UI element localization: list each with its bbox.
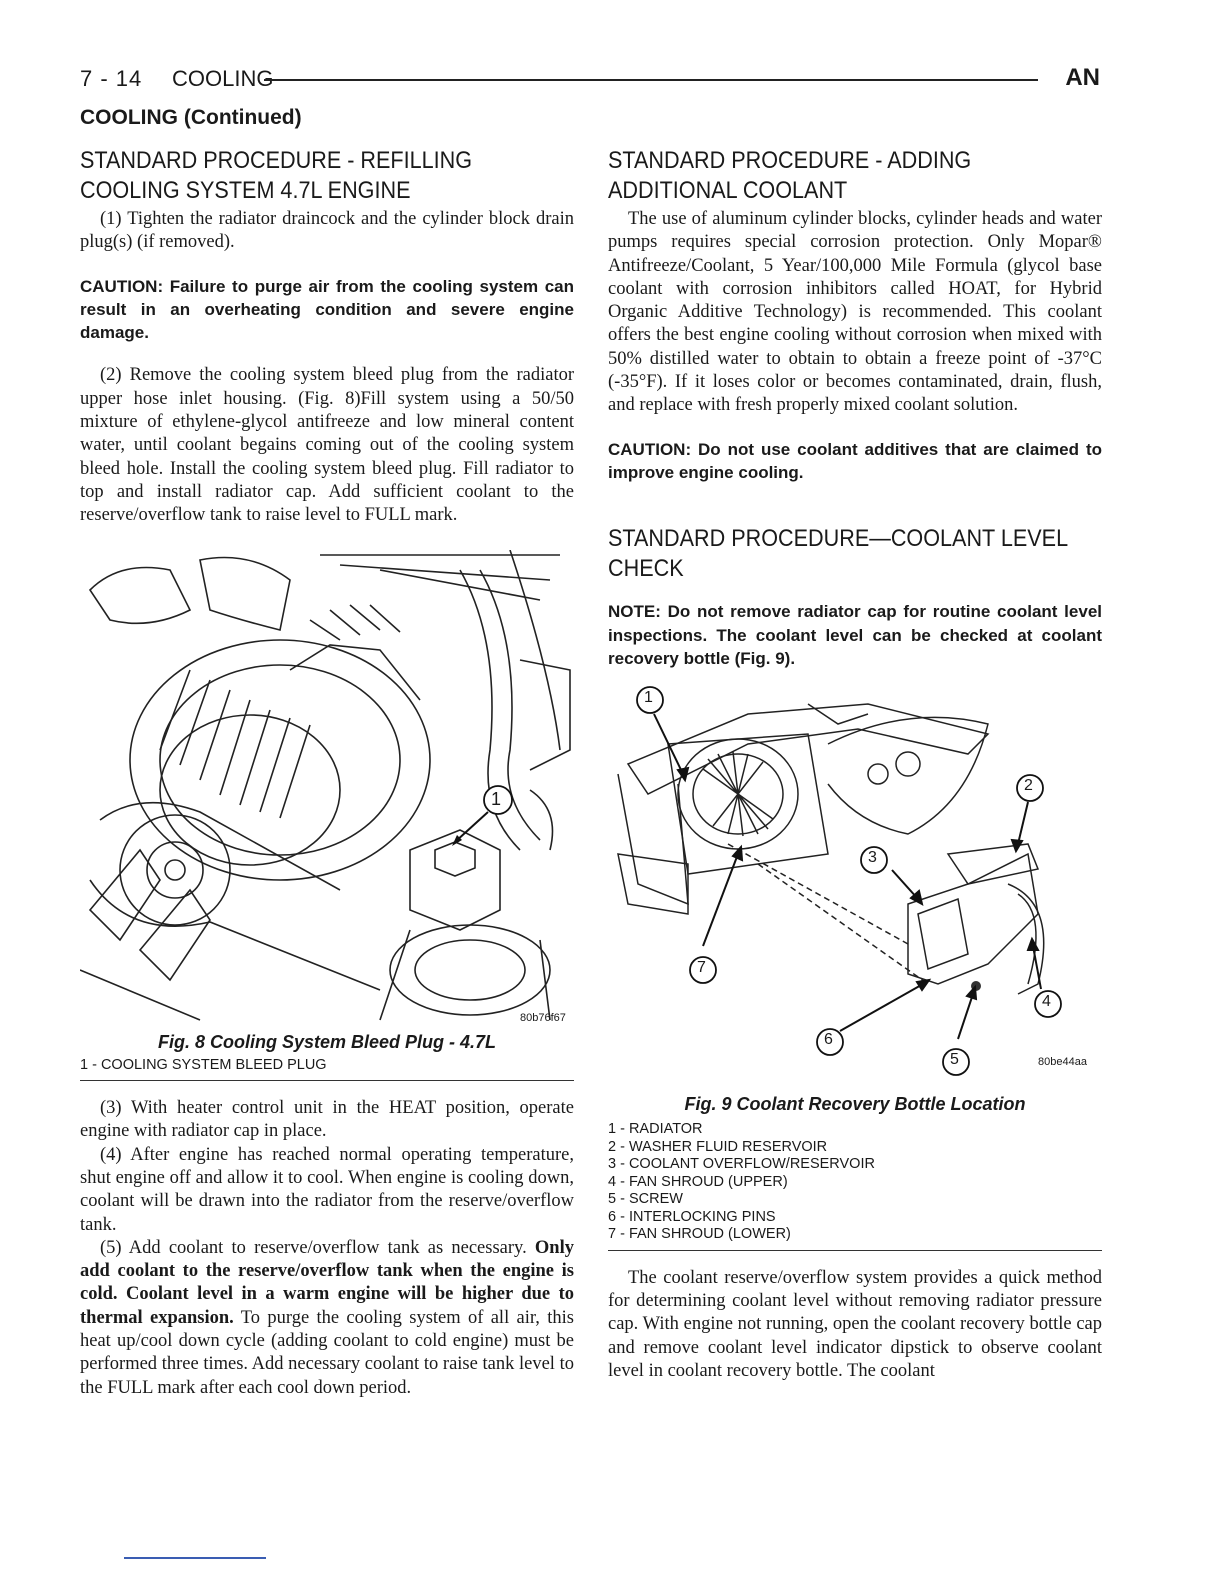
caution-additives: CAUTION: Do not use coolant additives that are claimed to improve engine cooling. [608,439,1102,482]
left-column [80,146,574,1400]
fig9-callout-1: 1 [644,689,653,707]
note-radiator-cap: NOTE: Do not remove radiator cap for routine coolant level inspections. The coolant level can be checked at coolant recovery bottle (Fig. 9). [608,602,1102,668]
fig9-callout-3: 3 [868,849,877,867]
step-5-end: To purge the cooling system of all air, this heat up/cool down cycle (adding coolant to cold engine) must be performed three times. Add necessary coolant to raise tank level to the FULL mark after each cool down period. [80,1307,574,1398]
caution-purge-air: CAUTION: Failure to purge air from the cooling system can result in an overheating condition and severe engine damage. [80,276,574,343]
step-3: (3) With heater control unit in the HEAT position, operate engine with radiator cap in place. [80,1098,574,1142]
fig9-callout-6: 6 [824,1031,833,1049]
fig8-rule [80,1080,574,1081]
fig9-legend-item: 4 - FAN SHROUD (UPPER) [608,1173,788,1190]
section-title-adding-coolant: STANDARD PROCEDURE - ADDING ADDITIONAL COOLANT [608,147,972,204]
fig9-rule [608,1250,1102,1251]
fig8-code: 80b76f67 [520,1011,566,1024]
fig9-code: 80be44aa [1038,1056,1087,1069]
figure-8 [80,550,574,1030]
fig9-legend-item: 6 - INTERLOCKING PINS [608,1208,776,1225]
fig9-legend-item: 2 - WASHER FLUID RESERVOIR [608,1138,828,1155]
radiator-illustration [608,684,1102,1082]
fig9-callout-2: 2 [1024,777,1033,795]
continued-title: COOLING (Continued) [80,106,302,129]
fig9-caption: Fig. 9 Coolant Recovery Bottle Location [684,1094,1026,1115]
fig9-callout-7: 7 [697,959,706,977]
header-model-code: AN [1065,64,1100,91]
page-number: 7 - 14 [80,66,143,91]
header-section-title: COOLING [172,66,274,91]
fig9-legend-item: 7 - FAN SHROUD (LOWER) [608,1226,791,1243]
closing-paragraph: The coolant reserve/overflow system provides a quick method for determining coolant level without removing radiator pressure cap. With engine not running, open the coolant recovery bottle cap and remove coolant level indicator dipstick to observe coolant level in coolant recovery bottle. The coolant [608,1267,1102,1381]
fig9-legend [608,1121,1102,1244]
fig9-callout-4: 4 [1042,993,1051,1011]
fig9-callout-5: 5 [950,1051,959,1069]
fig8-caption: Fig. 8 Cooling System Bleed Plug - 4.7L [157,1031,497,1052]
step-1: (1) Tighten the radiator draincock and the cylinder block drain plug(s) (if removed). [80,209,574,253]
step-5-bold: Only add coolant to the reserve/overflow tank when the engine is cold. Coolant level in a warm engine will be higher due to thermal expansion. [80,1237,574,1328]
fig8-callout-1: 1 [491,788,502,809]
bottom-mark [124,1557,266,1559]
right-column [608,146,1102,1383]
fig9-legend-item: 1 - RADIATOR [608,1121,703,1138]
fig8-legend [80,1057,574,1075]
header-rule [264,79,1038,81]
fig8-legend-item: 1 - COOLING SYSTEM BLEED PLUG [80,1056,327,1073]
section-title-level-check: STANDARD PROCEDURE—COOLANT LEVEL CHECK [608,525,1068,583]
fig9-legend-item: 5 - SCREW [608,1191,683,1208]
step-5-start: (5) Add coolant to reserve/overflow tank as necessary. [100,1237,527,1258]
figure-9 [608,684,1102,1082]
step-4: (4) After engine has reached normal operating temperature, shut engine off and allow it to cool. When engine is cooling down, coolant will be drawn into the radiator from the reserve/overflow tank. [80,1144,574,1235]
section-title-refilling: STANDARD PROCEDURE - REFILLING COOLING SYSTEM 4.7L ENGINE [80,147,473,204]
step-5 [80,1237,574,1400]
adding-coolant-body: The use of aluminum cylinder blocks, cylinder heads and water pumps requires special corrosion protection. Only Mopar® Antifreeze/Coolant, 5 Year/100,000 Mile Formula (glycol base coolant with corrosion inhibitors called HOAT, for Hybrid Organic Additive Technology) is recommended. This coolant offers the best engine cooling without corrosion when mixed with 50% distilled water to obtain to obtain a freeze point of -37°C (-35°F). If it loses color or becomes contaminated, drain, flush, and replace with fresh properly mixed coolant solution. [608,209,1102,416]
page-header [80,64,1100,96]
fig9-legend-item: 3 - COOLANT OVERFLOW/RESERVOIR [608,1156,875,1173]
step-2: (2) Remove the cooling system bleed plug from the radiator upper hose inlet housing. (Fig. 8)Fill system using a 50/50 mixture of ethylene-glycol antifreeze and low mineral content water, until coolant begains coming out of the cooling system bleed hole. Install the cooling system bleed plug. Fill radiator to top and install radiator cap. Add sufficient coolant to the reserve/overflow tank to raise level to FULL mark. [80,365,574,526]
